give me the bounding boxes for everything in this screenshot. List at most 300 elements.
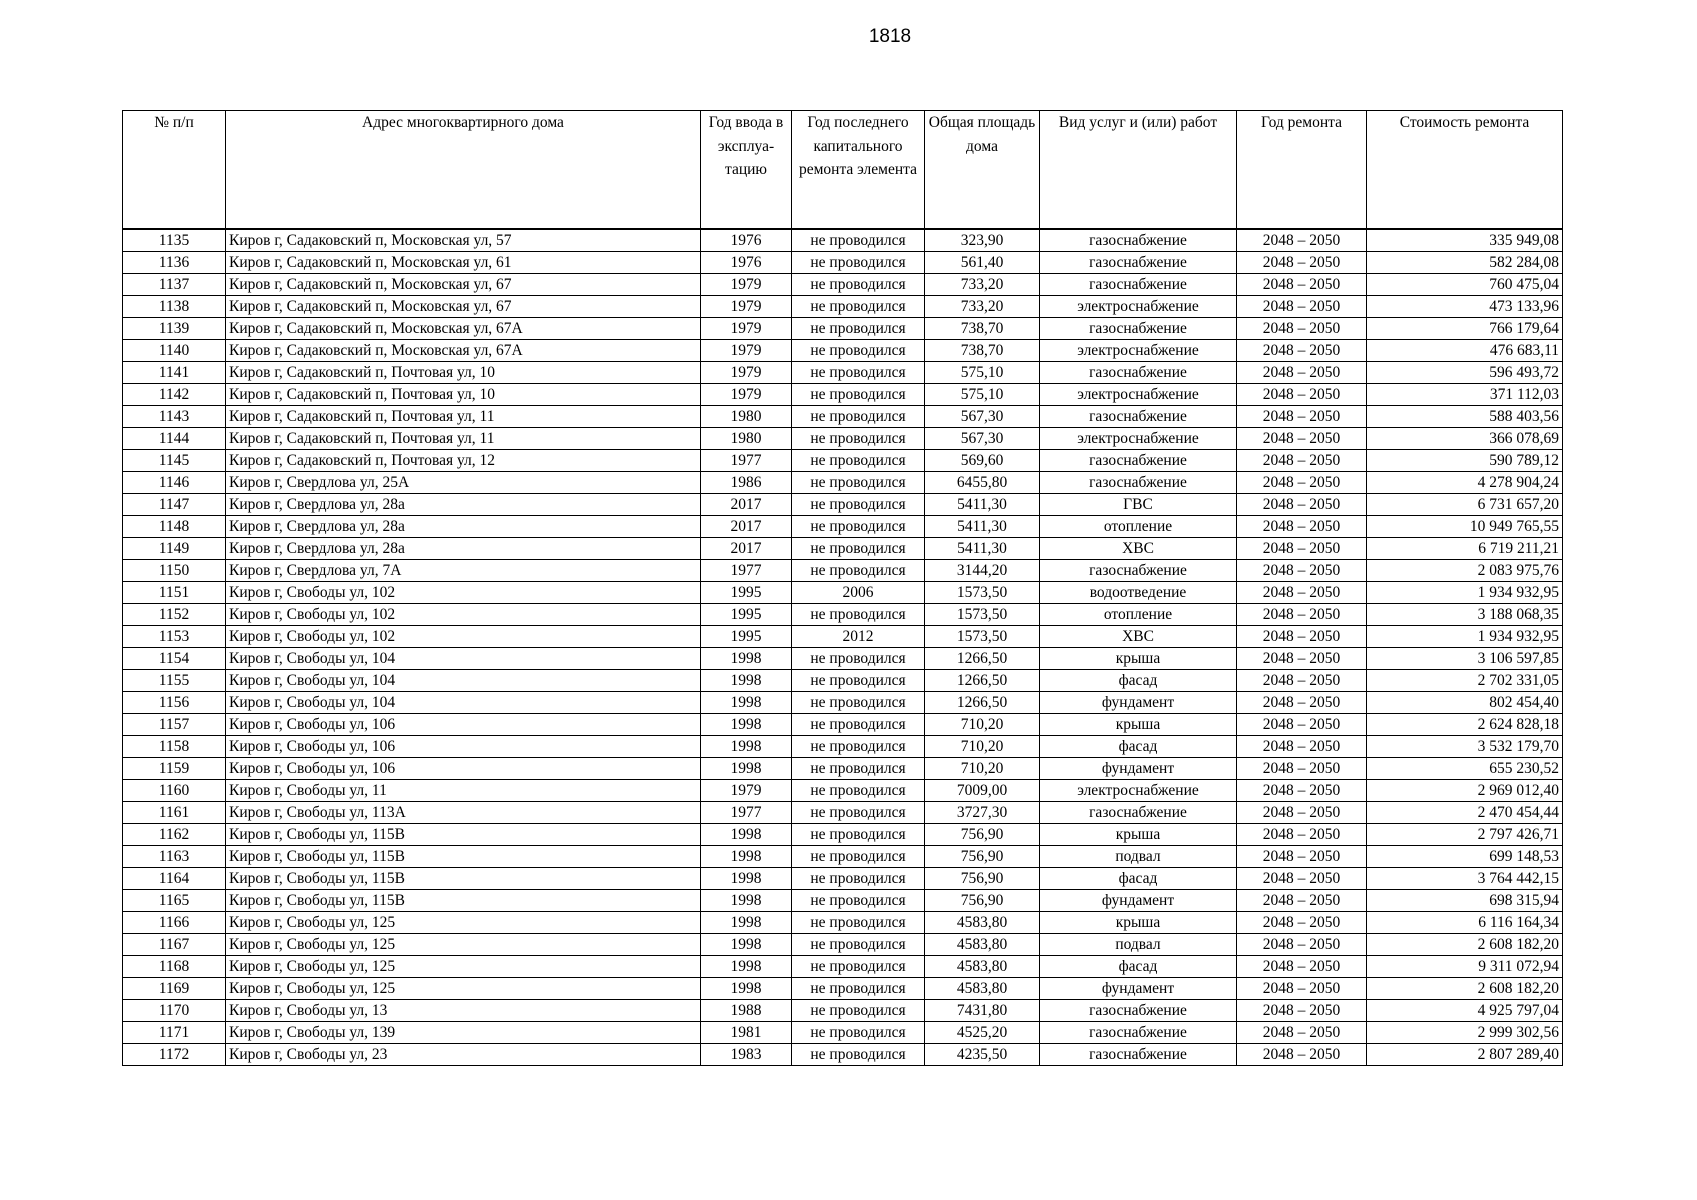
cell-area: 575,10 — [925, 362, 1040, 384]
cell-num: 1170 — [123, 1000, 226, 1022]
cell-address: Киров г, Свободы ул, 102 — [226, 604, 701, 626]
cell-repair-period: 2048 – 2050 — [1237, 604, 1367, 626]
cell-num: 1149 — [123, 538, 226, 560]
cell-cost: 335 949,08 — [1367, 229, 1563, 252]
table-row — [123, 296, 1563, 318]
cell-year-built: 1976 — [701, 252, 792, 274]
cell-area: 733,20 — [925, 274, 1040, 296]
cell-area: 569,60 — [925, 450, 1040, 472]
cell-work-type: фундамент — [1040, 890, 1237, 912]
cell-year-built: 1979 — [701, 780, 792, 802]
table-row — [123, 670, 1563, 692]
cell-last-repair: не проводился — [792, 648, 925, 670]
cell-last-repair: не проводился — [792, 406, 925, 428]
table-row — [123, 890, 1563, 912]
cell-work-type: газоснабжение — [1040, 406, 1237, 428]
cell-work-type: газоснабжение — [1040, 560, 1237, 582]
table-row — [123, 582, 1563, 604]
cell-repair-period: 2048 – 2050 — [1237, 296, 1367, 318]
cell-cost: 6 731 657,20 — [1367, 494, 1563, 516]
cell-repair-period: 2048 – 2050 — [1237, 340, 1367, 362]
cell-last-repair: не проводился — [792, 978, 925, 1000]
cell-repair-period: 2048 – 2050 — [1237, 1022, 1367, 1044]
table-row — [123, 758, 1563, 780]
cell-year-built: 1998 — [701, 758, 792, 780]
cell-area: 5411,30 — [925, 538, 1040, 560]
cell-work-type: электроснабжение — [1040, 296, 1237, 318]
cell-work-type: электроснабжение — [1040, 384, 1237, 406]
cell-cost: 2 797 426,71 — [1367, 824, 1563, 846]
cell-last-repair: не проводился — [792, 604, 925, 626]
cell-num: 1155 — [123, 670, 226, 692]
cell-cost: 9 311 072,94 — [1367, 956, 1563, 978]
cell-last-repair: 2006 — [792, 582, 925, 604]
cell-area: 567,30 — [925, 406, 1040, 428]
cell-last-repair: не проводился — [792, 912, 925, 934]
cell-num: 1161 — [123, 802, 226, 824]
cell-work-type: газоснабжение — [1040, 252, 1237, 274]
table-row — [123, 362, 1563, 384]
cell-cost: 3 532 179,70 — [1367, 736, 1563, 758]
cell-area: 733,20 — [925, 296, 1040, 318]
cell-cost: 6 116 164,34 — [1367, 912, 1563, 934]
cell-repair-period: 2048 – 2050 — [1237, 824, 1367, 846]
table-row — [123, 1000, 1563, 1022]
cell-num: 1156 — [123, 692, 226, 714]
cell-num: 1143 — [123, 406, 226, 428]
cell-last-repair: не проводился — [792, 296, 925, 318]
cell-cost: 1 934 932,95 — [1367, 626, 1563, 648]
cell-work-type: газоснабжение — [1040, 1044, 1237, 1066]
cell-year-built: 1980 — [701, 406, 792, 428]
cell-num: 1154 — [123, 648, 226, 670]
cell-work-type: водоотведение — [1040, 582, 1237, 604]
cell-address: Киров г, Свердлова ул, 28а — [226, 516, 701, 538]
cell-address: Киров г, Садаковский п, Почтовая ул, 11 — [226, 428, 701, 450]
cell-work-type: фундамент — [1040, 692, 1237, 714]
table-row — [123, 384, 1563, 406]
cell-cost: 2 999 302,56 — [1367, 1022, 1563, 1044]
cell-area: 1266,50 — [925, 670, 1040, 692]
cell-num: 1166 — [123, 912, 226, 934]
cell-area: 4235,50 — [925, 1044, 1040, 1066]
cell-cost: 766 179,64 — [1367, 318, 1563, 340]
cell-repair-period: 2048 – 2050 — [1237, 582, 1367, 604]
cell-address: Киров г, Свободы ул, 125 — [226, 934, 701, 956]
cell-cost: 2 608 182,20 — [1367, 934, 1563, 956]
cell-num: 1168 — [123, 956, 226, 978]
cell-last-repair: 2012 — [792, 626, 925, 648]
cell-repair-period: 2048 – 2050 — [1237, 670, 1367, 692]
page-number: 1818 — [868, 26, 912, 47]
cell-address: Киров г, Свободы ул, 13 — [226, 1000, 701, 1022]
cell-year-built: 1979 — [701, 296, 792, 318]
cell-address: Киров г, Свободы ул, 115В — [226, 890, 701, 912]
cell-repair-period: 2048 – 2050 — [1237, 692, 1367, 714]
cell-area: 575,10 — [925, 384, 1040, 406]
cell-area: 710,20 — [925, 714, 1040, 736]
cell-work-type: фасад — [1040, 868, 1237, 890]
cell-year-built: 1998 — [701, 846, 792, 868]
header-year-built: Год ввода в эксплуа-тацию — [701, 111, 792, 230]
cell-last-repair: не проводился — [792, 516, 925, 538]
cell-area: 561,40 — [925, 252, 1040, 274]
cell-work-type: ХВС — [1040, 626, 1237, 648]
cell-work-type: отопление — [1040, 604, 1237, 626]
cell-address: Киров г, Свободы ул, 115В — [226, 846, 701, 868]
table-row — [123, 560, 1563, 582]
cell-repair-period: 2048 – 2050 — [1237, 229, 1367, 252]
table-header-row — [123, 111, 1563, 230]
table-row — [123, 494, 1563, 516]
cell-year-built: 1980 — [701, 428, 792, 450]
cell-area: 1573,50 — [925, 582, 1040, 604]
cell-cost: 2 470 454,44 — [1367, 802, 1563, 824]
cell-address: Киров г, Свердлова ул, 28а — [226, 494, 701, 516]
cell-address: Киров г, Садаковский п, Почтовая ул, 11 — [226, 406, 701, 428]
cell-work-type: газоснабжение — [1040, 802, 1237, 824]
cell-cost: 2 624 828,18 — [1367, 714, 1563, 736]
cell-address: Киров г, Свободы ул, 139 — [226, 1022, 701, 1044]
cell-work-type: электроснабжение — [1040, 428, 1237, 450]
cell-repair-period: 2048 – 2050 — [1237, 758, 1367, 780]
cell-last-repair: не проводился — [792, 890, 925, 912]
table-row — [123, 912, 1563, 934]
cell-repair-period: 2048 – 2050 — [1237, 428, 1367, 450]
header-cost: Стоимость ремонта — [1367, 111, 1563, 230]
table-row — [123, 802, 1563, 824]
cell-year-built: 1998 — [701, 890, 792, 912]
cell-year-built: 1998 — [701, 912, 792, 934]
cell-repair-period: 2048 – 2050 — [1237, 736, 1367, 758]
header-last-repair: Год последнего капитального ремонта элемента — [792, 111, 925, 230]
table-row — [123, 1044, 1563, 1066]
header-work-type: Вид услуг и (или) работ — [1040, 111, 1237, 230]
cell-year-built: 1979 — [701, 362, 792, 384]
cell-last-repair: не проводился — [792, 318, 925, 340]
table-row — [123, 934, 1563, 956]
cell-num: 1144 — [123, 428, 226, 450]
cell-work-type: фасад — [1040, 956, 1237, 978]
cell-area: 4583,80 — [925, 956, 1040, 978]
cell-area: 4525,20 — [925, 1022, 1040, 1044]
cell-address: Киров г, Свободы ул, 106 — [226, 758, 701, 780]
table-row — [123, 472, 1563, 494]
cell-year-built: 1995 — [701, 626, 792, 648]
table-row — [123, 538, 1563, 560]
cell-year-built: 1998 — [701, 824, 792, 846]
cell-cost: 596 493,72 — [1367, 362, 1563, 384]
cell-cost: 1 934 932,95 — [1367, 582, 1563, 604]
cell-address: Киров г, Свободы ул, 104 — [226, 648, 701, 670]
cell-num: 1142 — [123, 384, 226, 406]
cell-year-built: 1998 — [701, 956, 792, 978]
cell-last-repair: не проводился — [792, 384, 925, 406]
table-row — [123, 978, 1563, 1000]
cell-address: Киров г, Свободы ул, 115В — [226, 824, 701, 846]
cell-work-type: газоснабжение — [1040, 274, 1237, 296]
table-row — [123, 274, 1563, 296]
table-row — [123, 252, 1563, 274]
cell-cost: 366 078,69 — [1367, 428, 1563, 450]
cell-last-repair: не проводился — [792, 692, 925, 714]
header-address: Адрес многоквартирного дома — [226, 111, 701, 230]
table-row — [123, 626, 1563, 648]
cell-address: Киров г, Свободы ул, 115В — [226, 868, 701, 890]
cell-year-built: 1995 — [701, 582, 792, 604]
cell-cost: 4 925 797,04 — [1367, 1000, 1563, 1022]
cell-work-type: газоснабжение — [1040, 1022, 1237, 1044]
cell-cost: 3 188 068,35 — [1367, 604, 1563, 626]
cell-num: 1164 — [123, 868, 226, 890]
cell-work-type: фасад — [1040, 736, 1237, 758]
cell-repair-period: 2048 – 2050 — [1237, 450, 1367, 472]
table-row — [123, 648, 1563, 670]
cell-repair-period: 2048 – 2050 — [1237, 890, 1367, 912]
cell-last-repair: не проводился — [792, 670, 925, 692]
cell-num: 1160 — [123, 780, 226, 802]
cell-area: 323,90 — [925, 229, 1040, 252]
cell-address: Киров г, Свободы ул, 102 — [226, 626, 701, 648]
cell-num: 1162 — [123, 824, 226, 846]
cell-last-repair: не проводился — [792, 956, 925, 978]
cell-cost: 4 278 904,24 — [1367, 472, 1563, 494]
cell-repair-period: 2048 – 2050 — [1237, 472, 1367, 494]
cell-repair-period: 2048 – 2050 — [1237, 802, 1367, 824]
cell-last-repair: не проводился — [792, 802, 925, 824]
table-row — [123, 516, 1563, 538]
table-body — [123, 229, 1563, 1066]
cell-address: Киров г, Садаковский п, Почтовая ул, 10 — [226, 384, 701, 406]
cell-area: 3144,20 — [925, 560, 1040, 582]
cell-work-type: подвал — [1040, 846, 1237, 868]
cell-address: Киров г, Садаковский п, Московская ул, 67А — [226, 340, 701, 362]
cell-cost: 582 284,08 — [1367, 252, 1563, 274]
cell-work-type: газоснабжение — [1040, 229, 1237, 252]
cell-year-built: 1979 — [701, 340, 792, 362]
cell-work-type: крыша — [1040, 714, 1237, 736]
cell-cost: 476 683,11 — [1367, 340, 1563, 362]
cell-year-built: 1998 — [701, 868, 792, 890]
cell-num: 1172 — [123, 1044, 226, 1066]
cell-num: 1158 — [123, 736, 226, 758]
table-row — [123, 604, 1563, 626]
table-row — [123, 824, 1563, 846]
cell-area: 5411,30 — [925, 516, 1040, 538]
cell-repair-period: 2048 – 2050 — [1237, 538, 1367, 560]
header-area: Общая площадь дома — [925, 111, 1040, 230]
cell-work-type: ГВС — [1040, 494, 1237, 516]
cell-num: 1146 — [123, 472, 226, 494]
cell-area: 1266,50 — [925, 648, 1040, 670]
cell-last-repair: не проводился — [792, 1044, 925, 1066]
cell-repair-period: 2048 – 2050 — [1237, 626, 1367, 648]
cell-work-type: отопление — [1040, 516, 1237, 538]
cell-work-type: газоснабжение — [1040, 318, 1237, 340]
cell-year-built: 1977 — [701, 450, 792, 472]
cell-repair-period: 2048 – 2050 — [1237, 274, 1367, 296]
cell-last-repair: не проводился — [792, 362, 925, 384]
cell-last-repair: не проводился — [792, 824, 925, 846]
cell-year-built: 1976 — [701, 229, 792, 252]
cell-area: 5411,30 — [925, 494, 1040, 516]
cell-num: 1150 — [123, 560, 226, 582]
cell-repair-period: 2048 – 2050 — [1237, 406, 1367, 428]
cell-area: 710,20 — [925, 758, 1040, 780]
cell-cost: 10 949 765,55 — [1367, 516, 1563, 538]
cell-cost: 2 702 331,05 — [1367, 670, 1563, 692]
cell-last-repair: не проводился — [792, 846, 925, 868]
cell-num: 1153 — [123, 626, 226, 648]
cell-repair-period: 2048 – 2050 — [1237, 868, 1367, 890]
cell-year-built: 1986 — [701, 472, 792, 494]
cell-cost: 588 403,56 — [1367, 406, 1563, 428]
cell-num: 1152 — [123, 604, 226, 626]
cell-address: Киров г, Свердлова ул, 25А — [226, 472, 701, 494]
table-row — [123, 229, 1563, 252]
table-row — [123, 956, 1563, 978]
cell-year-built: 1979 — [701, 274, 792, 296]
cell-repair-period: 2048 – 2050 — [1237, 318, 1367, 340]
cell-num: 1137 — [123, 274, 226, 296]
cell-area: 1573,50 — [925, 604, 1040, 626]
cell-num: 1165 — [123, 890, 226, 912]
table-row — [123, 318, 1563, 340]
cell-last-repair: не проводился — [792, 736, 925, 758]
cell-work-type: газоснабжение — [1040, 1000, 1237, 1022]
cell-repair-period: 2048 – 2050 — [1237, 1044, 1367, 1066]
cell-last-repair: не проводился — [792, 472, 925, 494]
cell-repair-period: 2048 – 2050 — [1237, 912, 1367, 934]
cell-num: 1169 — [123, 978, 226, 1000]
cell-address: Киров г, Свердлова ул, 7А — [226, 560, 701, 582]
cell-cost: 371 112,03 — [1367, 384, 1563, 406]
cell-year-built: 2017 — [701, 494, 792, 516]
cell-work-type: фасад — [1040, 670, 1237, 692]
cell-area: 6455,80 — [925, 472, 1040, 494]
cell-year-built: 2017 — [701, 538, 792, 560]
table-row — [123, 406, 1563, 428]
cell-area: 738,70 — [925, 318, 1040, 340]
cell-work-type: фундамент — [1040, 978, 1237, 1000]
cell-cost: 699 148,53 — [1367, 846, 1563, 868]
cell-repair-period: 2048 – 2050 — [1237, 714, 1367, 736]
cell-work-type: крыша — [1040, 824, 1237, 846]
cell-year-built: 1998 — [701, 648, 792, 670]
cell-work-type: крыша — [1040, 648, 1237, 670]
cell-address: Киров г, Свободы ул, 125 — [226, 956, 701, 978]
cell-last-repair: не проводился — [792, 494, 925, 516]
cell-repair-period: 2048 – 2050 — [1237, 1000, 1367, 1022]
table-row — [123, 846, 1563, 868]
cell-address: Киров г, Свободы ул, 106 — [226, 714, 701, 736]
table-row — [123, 340, 1563, 362]
cell-num: 1148 — [123, 516, 226, 538]
cell-year-built: 1998 — [701, 978, 792, 1000]
cell-address: Киров г, Свободы ул, 113А — [226, 802, 701, 824]
cell-area: 756,90 — [925, 824, 1040, 846]
cell-cost: 6 719 211,21 — [1367, 538, 1563, 560]
cell-cost: 698 315,94 — [1367, 890, 1563, 912]
repair-schedule-table — [122, 110, 1563, 1066]
table-row — [123, 428, 1563, 450]
cell-num: 1159 — [123, 758, 226, 780]
cell-cost: 2 969 012,40 — [1367, 780, 1563, 802]
cell-num: 1167 — [123, 934, 226, 956]
header-num: № п/п — [123, 111, 226, 230]
cell-num: 1147 — [123, 494, 226, 516]
cell-last-repair: не проводился — [792, 274, 925, 296]
cell-num: 1151 — [123, 582, 226, 604]
cell-year-built: 1998 — [701, 670, 792, 692]
cell-repair-period: 2048 – 2050 — [1237, 494, 1367, 516]
cell-year-built: 1979 — [701, 318, 792, 340]
cell-address: Киров г, Садаковский п, Почтовая ул, 12 — [226, 450, 701, 472]
cell-address: Киров г, Свободы ул, 23 — [226, 1044, 701, 1066]
table-row — [123, 450, 1563, 472]
cell-num: 1163 — [123, 846, 226, 868]
cell-area: 567,30 — [925, 428, 1040, 450]
cell-work-type: газоснабжение — [1040, 472, 1237, 494]
cell-area: 4583,80 — [925, 912, 1040, 934]
cell-work-type: газоснабжение — [1040, 450, 1237, 472]
cell-year-built: 1983 — [701, 1044, 792, 1066]
cell-repair-period: 2048 – 2050 — [1237, 934, 1367, 956]
cell-address: Киров г, Свободы ул, 125 — [226, 912, 701, 934]
cell-last-repair: не проводился — [792, 428, 925, 450]
cell-work-type: фундамент — [1040, 758, 1237, 780]
cell-address: Киров г, Свердлова ул, 28а — [226, 538, 701, 560]
cell-area: 7431,80 — [925, 1000, 1040, 1022]
table-row — [123, 692, 1563, 714]
cell-last-repair: не проводился — [792, 560, 925, 582]
cell-last-repair: не проводился — [792, 758, 925, 780]
cell-year-built: 1998 — [701, 934, 792, 956]
cell-last-repair: не проводился — [792, 340, 925, 362]
cell-work-type: электроснабжение — [1040, 780, 1237, 802]
cell-num: 1140 — [123, 340, 226, 362]
table-row — [123, 1022, 1563, 1044]
cell-last-repair: не проводился — [792, 1000, 925, 1022]
cell-last-repair: не проводился — [792, 868, 925, 890]
cell-cost: 802 454,40 — [1367, 692, 1563, 714]
cell-area: 4583,80 — [925, 978, 1040, 1000]
cell-address: Киров г, Свободы ул, 104 — [226, 670, 701, 692]
cell-last-repair: не проводился — [792, 780, 925, 802]
cell-address: Киров г, Свободы ул, 11 — [226, 780, 701, 802]
cell-last-repair: не проводился — [792, 714, 925, 736]
cell-address: Киров г, Свободы ул, 125 — [226, 978, 701, 1000]
cell-cost: 590 789,12 — [1367, 450, 1563, 472]
cell-year-built: 1977 — [701, 802, 792, 824]
cell-year-built: 1979 — [701, 384, 792, 406]
cell-address: Киров г, Садаковский п, Московская ул, 67 — [226, 274, 701, 296]
cell-num: 1141 — [123, 362, 226, 384]
cell-num: 1171 — [123, 1022, 226, 1044]
cell-repair-period: 2048 – 2050 — [1237, 252, 1367, 274]
cell-cost: 473 133,96 — [1367, 296, 1563, 318]
cell-last-repair: не проводился — [792, 538, 925, 560]
cell-cost: 2 083 975,76 — [1367, 560, 1563, 582]
cell-cost: 2 807 289,40 — [1367, 1044, 1563, 1066]
cell-year-built: 1998 — [701, 714, 792, 736]
cell-cost: 760 475,04 — [1367, 274, 1563, 296]
table-row — [123, 714, 1563, 736]
table-row — [123, 736, 1563, 758]
cell-area: 756,90 — [925, 846, 1040, 868]
cell-address: Киров г, Свободы ул, 102 — [226, 582, 701, 604]
table-row — [123, 868, 1563, 890]
